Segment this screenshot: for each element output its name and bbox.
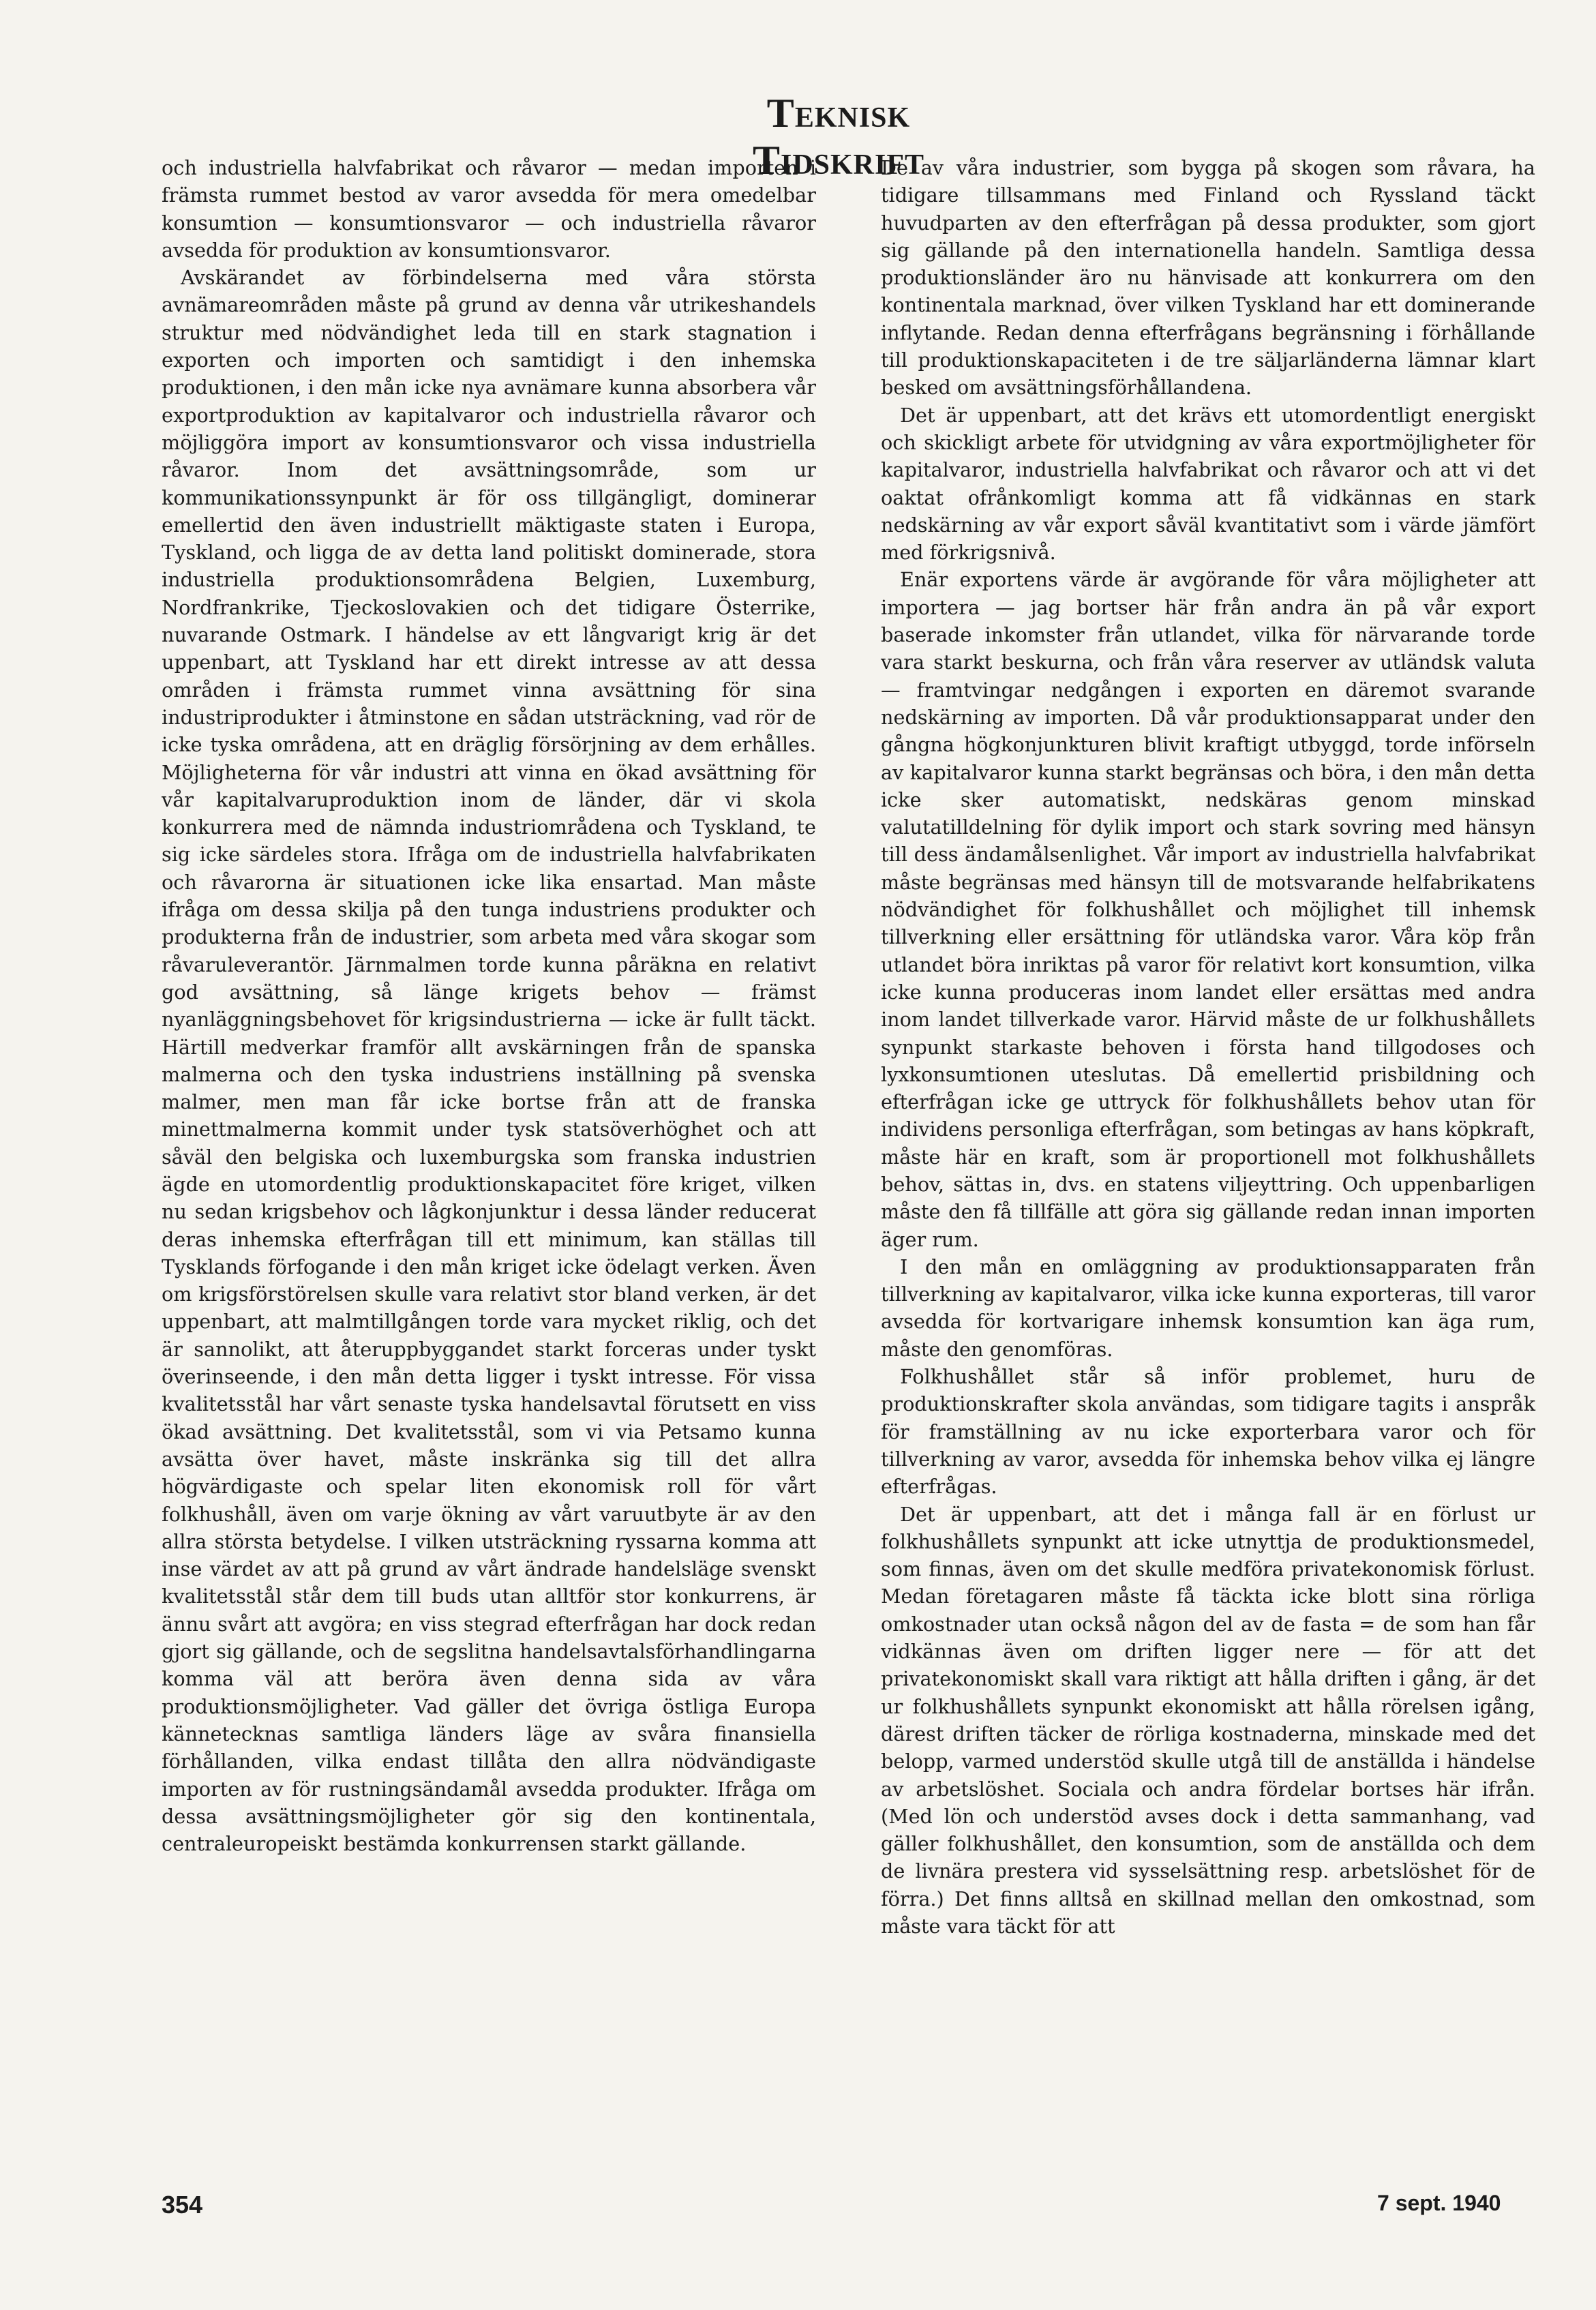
page-number: 354: [162, 2191, 203, 2219]
paragraph: De av våra industrier, som bygga på skogen som råvara, ha tidigare tillsammans med Finland och Ryssland täckt huvudparten av den efterfrågan på dessa produkter, som gjort sig gällande på den internationella handeln. Samtliga dessa produktionsländer äro nu hänvisade att konkurrera om den kontinentala marknad, över vilken Tyskland har ett dominerande inflytande. Redan denna efterfrågans begränsning i förhållande till produktionskapaciteten i de tre säljarländerna lämnar klart besked om avsättningsförhållandena.: [881, 156, 1535, 400]
issue-date: 7 sept. 1940: [1377, 2191, 1501, 2215]
paragraph: och industriella halvfabrikat och råvaror — medan importen i främsta rummet bestod av varor avsedda för mera omedelbar konsumtion — konsumtionsvaror — och industriella råvaror avsedda för produktion av konsumtionsvaror.: [162, 156, 816, 262]
right-column: [881, 154, 1535, 1940]
paragraph: Folkhushållet står så inför problemet, huru de produktionskrafter skola användas, som tidigare tagits i anspråk för framställning av nu icke exporterbara varor och för tillverkning av varor, avsedda för inhemska behov vilka ej längre efterfrågas.: [881, 1365, 1535, 1499]
journal-title: Teknisk Tidskrift: [752, 91, 925, 183]
paragraph: Det är uppenbart, att det i många fall är en förlust ur folkhushållets synpunkt att icke utnyttja de produktionsmedel, som finnas, även om det skulle medföra privatekonomisk förlust. Medan företagaren måste få täckta icke blott sina rörliga omkostnader utan också någon del av de fasta = de som han får vidkännas även om driften ligger nere — för att det privatekonomiskt skall vara riktigt att hålla driften i gång, är det ur folkhushållets synpunkt ekonomiskt att hålla rörelsen igång, därest driften täcker de rörliga kostnaderna, minskade med det belopp, varmed understöd skulle utgå till de anställda i händelse av arbetslöshet. Sociala och andra fördelar bortses här ifrån. (Med lön och understöd avses dock i detta sammanhang, vad gäller folkhushållet, den konsumtion, som de anställda och dem de livnära prestera vid sysselsättning resp. arbetslöshet för de förra.) Det finns alltså en skillnad mellan den omkostnad, som måste vara täckt för att: [881, 1502, 1535, 1938]
left-column: [162, 154, 816, 1857]
paragraph: I den mån en omläggning av produktionsapparaten från tillverkning av kapitalvaror, vilka icke kunna exporteras, till varor avsedda för kortvarigare inhemsk konsumtion kan äga rum, måste den genomföras.: [881, 1255, 1535, 1361]
paragraph: Enär exportens värde är avgörande för våra möjligheter att importera — jag bortser här från andra än på vår export baserade inkomster från utlandet, vilka för närvarande torde vara starkt beskurna, och från våra reserver av utländsk valuta — framtvingar nedgången i exporten en däremot svarande nedskärning av importen. Då vår produktionsapparat under den gångna högkonjunkturen blivit kraftigt utbyggd, torde införseln av kapitalvaror kunna starkt begränsas och böra, i den mån detta icke sker automatiskt, nedskäras genom minskad valutatilldelning för dylik import och stark sovring med hänsyn till dess ändamålsenlighet. Vår import av industriella halvfabrikat måste begränsas med hänsyn till de motsvarande helfabrikatens nödvändighet för folkhushållet och möjlighet till inhemsk tillverkning eller ersättning för utländska varor. Våra köp från utlandet böra inriktas på varor för relativt kort konsumtion, vilka icke kunna produceras inom landet eller ersättas med andra inom landet tillverkade varor. Härvid måste de ur folkhushållets synpunkt starkaste behoven i första hand tillgodoses och lyxkonsumtionen uteslutas. Då emellertid prisbildning och efterfrågan icke ge uttryck för folkhushållets behov utan för individens personliga efterfrågan, som betingas av hans köpkraft, måste här en kraft, som är proportionell mot folkhushållets behov, sättas in, dvs. en statens viljeyttring. Och uppenbarligen måste den få tillfälle att göra sig gällande redan innan importen äger rum.: [881, 568, 1535, 1251]
paragraph: Det är uppenbart, att det krävs ett utomordentligt energiskt och skickligt arbete för utvidgning av våra exportmöjligheter för kapitalvaror, industriella halvfabrikat och råvaror och att vi det oaktat ofrånkomligt komma att få vidkännas en stark nedskärning av vår export såväl kvantitativt som i värde jämfört med förkrigsnivå.: [881, 403, 1535, 565]
paragraph: Avskärandet av förbindelserna med våra största avnämareområden måste på grund av denna vår utrikeshandels struktur med nödvändighet leda till en stark stagnation i exporten och importen och samtidigt i den inhemska produktionen, i den mån icke nya avnämare kunna absorbera vår exportproduktion av kapitalvaror och industriella råvaror och möjliggöra import av konsumtionsvaror och vissa industriella råvaror. Inom det avsättningsområde, som ur kommunikationssynpunkt är för oss tillgängligt, dominerar emellertid den även industriellt mäktigaste staten i Europa, Tyskland, och ligga de av detta land politiskt dominerade, stora industriella produktionsområdena Belgien, Luxemburg, Nordfrankrike, Tjeckoslovakien och det tidigare Österrike, nuvarande Ostmark. I händelse av ett långvarigt krig är det uppenbart, att Tyskland har ett direkt intresse av att dessa områden i främsta rummet vinna avsättning för sina industriprodukter i åtminstone en sådan utsträckning, vad rör de icke tyska områdena, att en dräglig försörjning av dem erhålles. Möjligheterna för vår industri att vinna en ökad avsättning för vår kapitalvaruproduktion inom de länder, där vi skola konkurrera med de nämnda industriområdena och Tyskland, te sig icke särdeles stora. Ifråga om de industriella halvfabrikaten och råvarorna är situationen icke lika ensartad. Man måste ifråga om dessa skilja på den tunga industriens produkter och produkterna från de industrier, som arbeta med våra skogar som råvaruleverantör. Järnmalmen torde kunna påräkna en relativt god avsättning, så länge krigets behov — främst nyanläggningsbehovet för krigsindustrierna — icke är fullt täckt. Härtill medverkar framför allt avskärningen från de spanska malmerna och den tyska industriens inställning på svenska malmer, men man får icke bortse från att de franska minettmalmerna kommit under tysk statsöverhöghet och att såväl den belgiska och luxemburgska som franska industrien ägde en utomordentlig produktionskapacitet före kriget, vilken nu sedan krigsbehov och lågkonjunktur i dessa länder reducerat deras inhemska efterfrågan till ett minimum, kan ställas till Tysklands förfogande i den mån kriget icke ödelagt verken. Även om krigsförstörelsen skulle vara relativt stor bland verken, är det uppenbart, att malmtillgången torde vara mycket riklig, och det är sannolikt, att återuppbyggandet starkt forceras under tyskt överinseende, i den mån detta ligger i tyskt intresse. För vissa kvalitetsstål har vårt senaste tyska handelsavtal förutsett en viss ökad avsättning. Det kvalitetsstål, som vi via Petsamo kunna avsätta över havet, måste inskränka sig till det allra högvärdigaste och spelar liten ekonomisk roll för vårt folkhushåll, även om varje ökning av vårt varuutbyte är av den allra största betydelse. I vilken utsträckning ryssarna komma att inse värdet av att på grund av vårt ändrade handelsläge svenskt kvalitetsstål står dem till buds utan alltför stor konkurrens, är ännu svårt att avgöra; en viss stegrad efterfrågan har dock redan gjort sig gällande, och de segslitna handelsavtalsförhandlingarna komma väl att beröra även denna sida av våra produktionsmöjligheter. Vad gäller det övriga östliga Europa kännetecknas samtliga länders läge av svåra finansiella förhållanden, vilka endast tillåta den allra nödvändigaste importen av för rustningsändamål avsedda produkter. Ifråga om dessa avsättningsmöjligheter gör sig den kontinentala, centraleuropeiskt bestämda konkurrensen starkt gällande.: [162, 266, 816, 1856]
